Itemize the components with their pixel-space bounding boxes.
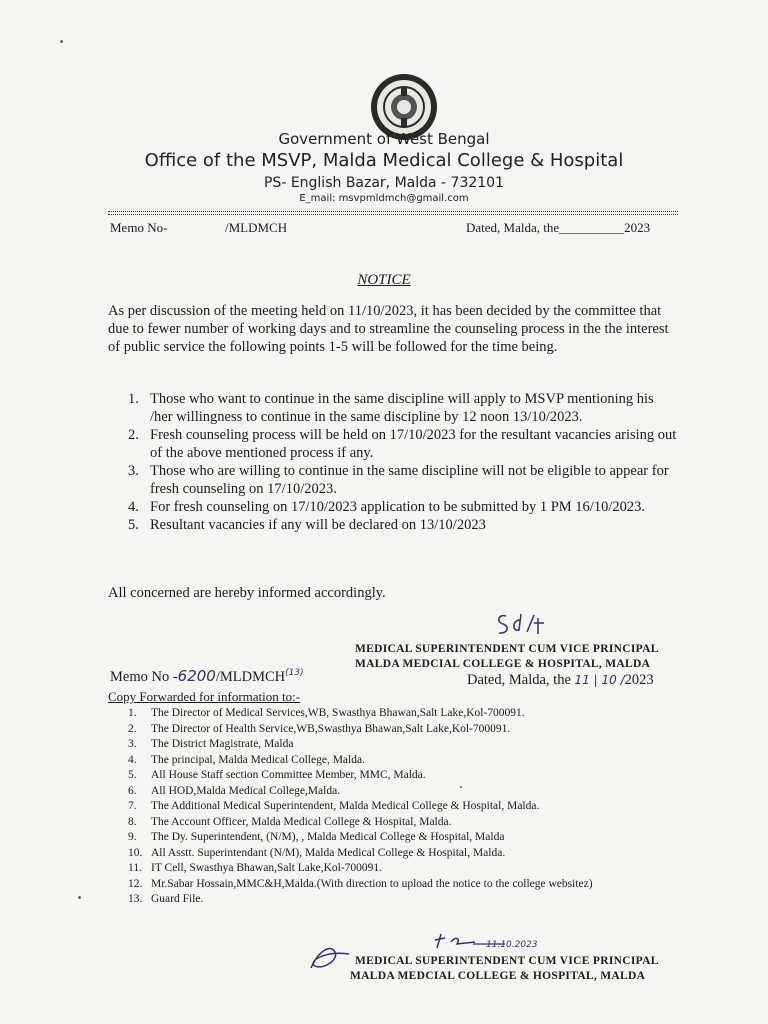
copy-forwarded-heading: Copy Forwarded for information to:- [108, 689, 301, 704]
item-text: The Dy. Superintendent, (N/M), , Malda Medical College & Hospital, Malda [151, 831, 505, 843]
item-text: The Director of Health Service,WB,Swasthya Bhawan,Salt Lake,Kol-700091. [151, 722, 511, 735]
list-item [128, 861, 593, 877]
dated-line: Dated, Malda, the__________2023 [466, 220, 651, 235]
dated-line-bottom [467, 672, 654, 689]
list-item [128, 877, 593, 893]
memo-suffix: /MLDMCH [215, 669, 286, 685]
scan-speck [60, 40, 63, 43]
item-text: The Account Officer, Malda Medical College & Hospital, Malda. [151, 815, 452, 828]
item-text: The Director of Medical Services,WB, Swasthya Bhawan,Salt Lake,Kol-700091. [151, 707, 525, 719]
list-item [128, 753, 593, 769]
point-text: Those who are willing to continue in the same discipline will not be eligible to appear for fresh counseling on 17/10/2023. [150, 463, 669, 497]
item-number: 4. [128, 753, 137, 766]
item-number: 1. [128, 707, 137, 719]
memo-ref-handwritten: (13) [285, 668, 304, 679]
ps-address: PS- English Bazar, Malda - 732101 [263, 175, 504, 191]
point-number: 5. [128, 517, 139, 533]
memo-no-label: Memo No- [110, 220, 168, 235]
item-text: Mr.Sabar Hossain,MMC&H,Malda.(With direction to upload the notice to the college websitez) [151, 877, 593, 890]
item-text: All House Staff section Committee Member, MMC, Malda. [151, 769, 426, 781]
item-number: 11. [128, 862, 142, 874]
dated-label: Dated, Malda, the [467, 672, 571, 688]
memo-suffix: /MLDMCH [225, 220, 288, 235]
signature-sd-icon [494, 610, 550, 638]
item-number: 3. [128, 738, 137, 750]
point-number: 2. [128, 427, 139, 443]
memo-no-label: Memo No - [110, 669, 178, 685]
scan-speck [78, 896, 81, 899]
item-text: The District Magistrate, Malda [151, 738, 294, 750]
list-item [128, 722, 593, 738]
item-number: 5. [128, 769, 137, 781]
government-heading: Government of West Bengal [278, 130, 490, 148]
point-text: Those who want to continue in the same discipline will apply to MSVP mentioning his /her willingness to continue in the same discipline by 12 noon 13/10/2023. [150, 391, 654, 425]
point-text: Fresh counseling process will be held on 17/10/2023 for the resultant vacancies arising out of the above mentioned process if any. [150, 427, 677, 461]
item-text: IT Cell, Swasthya Bhawan,Salt Lake,Kol-700091. [151, 862, 383, 874]
signatory-designation: MEDICAL SUPERINTENDENT CUM VICE PRINCIPAL [355, 643, 659, 655]
point-text: For fresh counseling on 17/10/2023 application to be submitted by 1 PM 16/10/2023. [150, 499, 645, 515]
item-text: Guard File. [151, 893, 204, 905]
email-line: E_mail: msvpmldmch@gmail.com [299, 193, 469, 204]
point-number: 3. [128, 463, 139, 479]
signatory-designation: MEDICAL SUPERINTENDENT CUM VICE PRINCIPAL [355, 955, 659, 967]
item-number: 9. [128, 831, 137, 843]
copy-recipient-list [128, 706, 593, 908]
list-item [128, 390, 678, 426]
point-number: 4. [128, 499, 139, 515]
list-item [128, 892, 593, 908]
closing-line: All concerned are hereby informed accordingly. [108, 585, 386, 601]
item-number: 13. [128, 893, 143, 905]
date-year: 2023 [624, 672, 654, 688]
item-number: 2. [128, 722, 137, 735]
list-item [128, 737, 593, 753]
item-number: 12. [128, 877, 143, 890]
scan-speck [460, 786, 462, 788]
list-item [128, 426, 678, 462]
list-item [128, 498, 678, 516]
notice-paragraph: As per discussion of the meeting held on 11/10/2023, it has been decided by the committee that due to fewer number of working days and to streamline the counseling process in the the interest of public service the following points 1-5 will be followed for the time being. [108, 303, 669, 355]
office-heading: Office of the MSVP, Malda Medical College & Hospital [144, 150, 624, 171]
item-number: 10. [128, 846, 143, 859]
item-text: The Additional Medical Superintendent, Malda Medical College & Hospital, Malda. [151, 800, 540, 812]
point-text: Resultant vacancies if any will be declared on 13/10/2023 [150, 517, 486, 533]
memo-number-handwritten: 6200 [177, 667, 216, 685]
header-divider [108, 211, 678, 212]
item-number: 7. [128, 800, 137, 812]
point-number: 1. [128, 391, 139, 407]
item-number: 6. [128, 784, 137, 797]
notice-points [128, 390, 678, 534]
list-item [128, 516, 678, 534]
signatory-institution: MALDA MEDCIAL COLLEGE & HOSPITAL, MALDA [350, 970, 646, 982]
item-text: All HOD,Malda Medical College,Malda. [151, 784, 341, 797]
list-item [128, 815, 593, 831]
item-text: The principal, Malda Medical College, Malda. [151, 753, 365, 766]
list-item [128, 706, 593, 722]
header-divider-2 [108, 214, 678, 215]
notice-title: NOTICE [357, 272, 411, 288]
item-number: 8. [128, 815, 137, 828]
list-item [128, 768, 593, 784]
list-item [128, 799, 593, 815]
memo-number-line [110, 667, 304, 686]
signature-date-handwritten: 11.10.2023 [486, 940, 538, 950]
signatory-institution: MALDA MEDCIAL COLLEGE & HOSPITAL, MALDA [355, 658, 651, 670]
list-item [128, 830, 593, 846]
list-item [128, 846, 593, 862]
date-handwritten: 11 | 10 / [574, 673, 625, 687]
list-item [128, 462, 678, 498]
list-item [128, 784, 593, 800]
item-text: All Asstt. Superintendant (N/M), Malda Medical College & Hospital, Malda. [151, 846, 506, 859]
